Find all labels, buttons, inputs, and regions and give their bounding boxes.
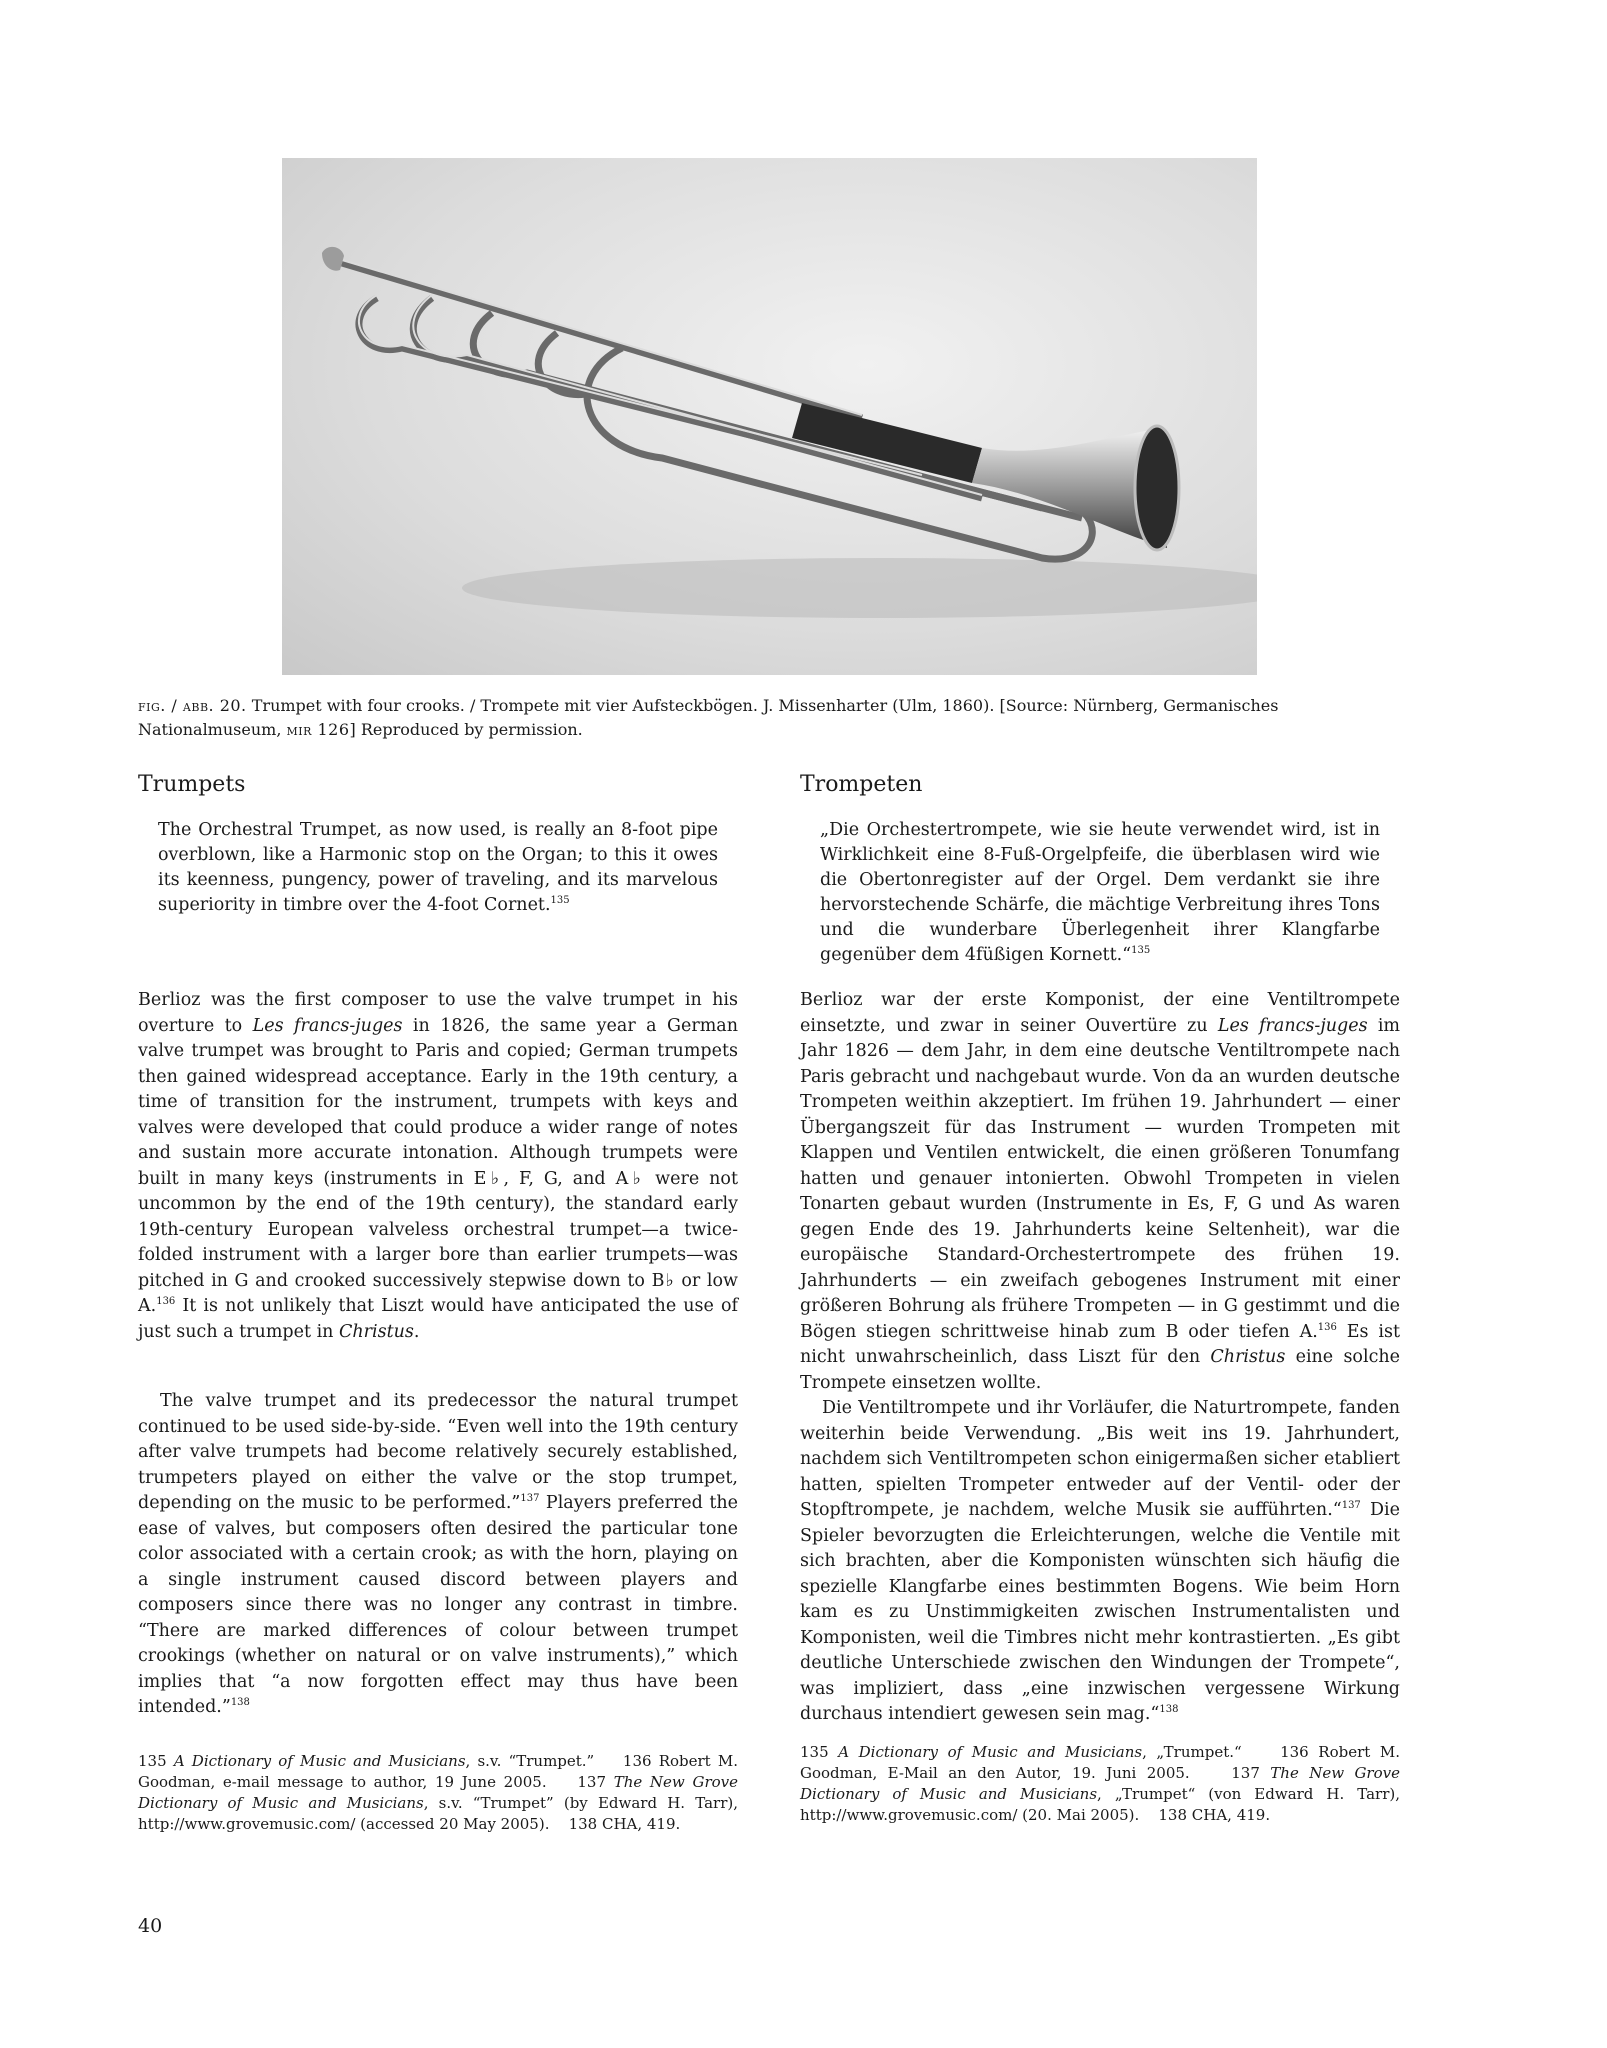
footnote-number: 137 (577, 1772, 606, 1791)
text: Es ist nicht unwahrscheinlich, dass Liszt für den (800, 1321, 1400, 1367)
text: The valve trumpet and its predecessor the natural trumpet continued to be used side-by-side. “Even well into the 19th century after valve trumpets had become relatively securely established, trumpeters played on either the valve or the stop trumpet, depending on the music to be performed.” (138, 1391, 738, 1513)
footnote-title: The New Grove Dictionary of Music and Musicians (138, 1772, 738, 1812)
footnote-title: The New Grove Dictionary of Music and Musicians (800, 1763, 1400, 1803)
footnote-text: , „Trumpet“ (von Edward H. Tarr), http://www.grovemusic.com/ (20. Mai 2005). (800, 1784, 1400, 1824)
text: Berlioz war der erste Komponist, der eine Ventiltrompete einsetzte, und zwar in seiner Ouvertüre zu (800, 990, 1400, 1036)
footnote-text: , „Trumpet.“ (1142, 1742, 1242, 1761)
footnote-ref: 137 (1341, 1500, 1361, 1512)
caption-inventory: mir 126 (286, 720, 350, 739)
footnote-ref: 136 (156, 1296, 176, 1308)
footnote-number: 135 (138, 1751, 167, 1770)
text: eine solche Trompete einsetzen wollte. (800, 1347, 1400, 1393)
footnote-136: 136 Robert M. Goodman, E-Mail an den Autor, 19. Juni 2005. (800, 1742, 1401, 1782)
german-quote-text: „Die Orchestertrompete, wie sie heute verwendet wird, ist in Wirklichkeit eine 8-Fuß-Orgelpfeife, die überblasen wird wie die Obertonregister auf der Orgel. Dem verdankt sie ihre hervorstechende Schärfe, die mächtige Verbreitung ihres Tons und die wunderbare Überlegenheit ihrer Klangfarbe gegenüber dem 4füßigen Kornett.“ (820, 820, 1380, 965)
footnote-ref: 137 (520, 1493, 540, 1505)
footnote-number: 137 (1231, 1763, 1260, 1782)
footnote-138: 138 CHA, 419. (568, 1814, 681, 1833)
text: im Jahr 1826 — dem Jahr, in dem eine deutsche Ventiltrompete nach Paris gebracht und nachgebaut wurde. Von da an wurden deutsche Trompeten weithin akzeptiert. Im frühen 19. Jahrhundert — einer Übergangszeit für das Instrument — wurden Trompeten mit Klappen und Ventilen entwickelt, die einen größeren Tonumfang hatten und genauer intonierten. Obwohl Trompeten in vielen Tonarten gebaut wurden (Instrumente in Es, F, G und As waren gegen Ende des 19. Jahrhunderts keine Seltenheit), war die europäische Standard-Orchestertrompete des frühen 19. Jahrhunderts — ein zweifach gebogenes Instrument mit einer größeren Bohrung als frühere Trompeten — in G gestimmt und die Bögen stiegen schrittweise hinab zum B oder tiefen A. (800, 1015, 1401, 1342)
german-quote (820, 818, 1380, 968)
footnote-ref: 135 (550, 895, 570, 907)
english-quote-text: The Orchestral Trumpet, as now used, is really an 8-foot pipe overblown, like a Harmonic stop on the Organ; to this it owes its keenness, pungency, power of traveling, and its marvelous superiority in timbre over the 4-foot Cornet. (158, 820, 718, 915)
footnote-ref: 135 (1131, 945, 1151, 957)
text: Die Spieler bevorzugten die Erleichterungen, welche die Ventile mit sich brachten, aber die Komponisten wünschten sich häufig die spezielle Klangfarbe eines bestimmten Bogens. Wie beim Horn kam es zu Unstimmigkeiten zwischen Instrumentalisten und Komponisten, weil die Timbres nicht mehr kontrastierten. „Es gibt deutliche Unterschiede zwischen den Windungen der Trompete“, was impliziert, dass „eine inzwischen vergessene Wirkung durchaus intendiert gewesen sein mag.“ (800, 1500, 1400, 1724)
trumpet-photo (282, 158, 1257, 675)
english-column (138, 770, 738, 1835)
footnote-number: 135 (800, 1742, 829, 1761)
text: Die Ventiltrompete und ihr Vorläufer, die Naturtrompete, fanden weiterhin beide Verwendung. „Bis weit ins 19. Jahrhundert, nachdem sich Ventiltrompeten schon einigermaßen sicher etabliert hatten, spielten Trompeter entweder auf der Ventil- oder der Stopftrompete, je nachdem, welche Musik sie aufführten.“ (800, 1398, 1400, 1520)
english-paragraph-2 (138, 1389, 738, 1721)
work-title: Christus (1210, 1347, 1286, 1367)
text: Players preferred the ease of valves, but composers often desired the particular tone color associated with a certain crook; as with the horn, playing on a single instrument caused discord between players and composers since there was no longer any contrast in timbre. “There are marked differences of colour between trumpet crookings (whether on natural or on valve instruments),” which implies that “a now forgotten effect may thus have been intended.” (138, 1493, 738, 1717)
footnote-ref: 138 (1159, 1704, 1179, 1716)
footnote-ref: 138 (230, 1697, 250, 1709)
figure-label: fig. / abb. 20. (138, 696, 247, 715)
text: It is not unlikely that Liszt would have anticipated the use of just such a trumpet in (138, 1296, 738, 1342)
text: in 1826, the same year a German valve trumpet was brought to Paris and copied; German trumpets then gained widespread acceptance. Early in the 19th century, a time of transition for the instrument, trumpets with keys and valves were developed that could produce a wider range of notes and sustain more accurate intonation. Although trumpets were built in many keys (instruments in E♭, F, G, and A♭ were not uncommon by the end of the 19th century), the standard early 19th-century European valveless orchestral trumpet—a twice-folded instrument with a larger bore than earlier trumpets—was pitched in G and crooked successively stepwise down to B♭ or low A. (138, 1015, 738, 1316)
footnote-title: A Dictionary of Music and Musicians (838, 1742, 1143, 1761)
footnote-text: , s.v. “Trumpet.” (465, 1751, 595, 1770)
page-number: 40 (138, 1915, 163, 1937)
footnote-136: 136 Robert M. Goodman, e-mail message to author, 19 June 2005. (138, 1751, 738, 1791)
work-title: Christus (339, 1321, 414, 1342)
footnote-138: 138 CHA, 419. (1158, 1805, 1271, 1824)
caption-text: Trumpet with four crooks. / Trompete mit vier Aufsteckbögen. J. Missenharter (Ulm, 1860). [Source: Nürnberg, Germanisches Nationalmuseum, (138, 696, 1279, 739)
work-title: Les francs-juges (1217, 1015, 1368, 1036)
german-paragraph-2 (800, 1396, 1400, 1728)
german-footnotes (800, 1742, 1400, 1826)
caption-credit: ] Reproduced by permission. (349, 720, 583, 739)
footnote-ref: 136 (1317, 1321, 1337, 1333)
german-column (800, 770, 1400, 1826)
english-quote (158, 818, 718, 918)
text: Berlioz was the first composer to use the valve trumpet in his overture to (138, 990, 738, 1036)
figure-caption (138, 694, 1400, 742)
english-footnotes (138, 1751, 738, 1835)
english-paragraph-1 (138, 988, 738, 1345)
german-heading: Trompeten (800, 772, 923, 797)
work-title: Les francs-juges (252, 1015, 403, 1036)
text: . (413, 1321, 420, 1342)
footnote-text: , s.v. “Trumpet” (by Edward H. Tarr), http://www.grovemusic.com/ (accessed 20 May 2005). (138, 1793, 738, 1833)
german-paragraph-1 (800, 988, 1400, 1396)
english-heading: Trumpets (138, 772, 246, 797)
footnote-title: A Dictionary of Music and Musicians (173, 1751, 466, 1770)
